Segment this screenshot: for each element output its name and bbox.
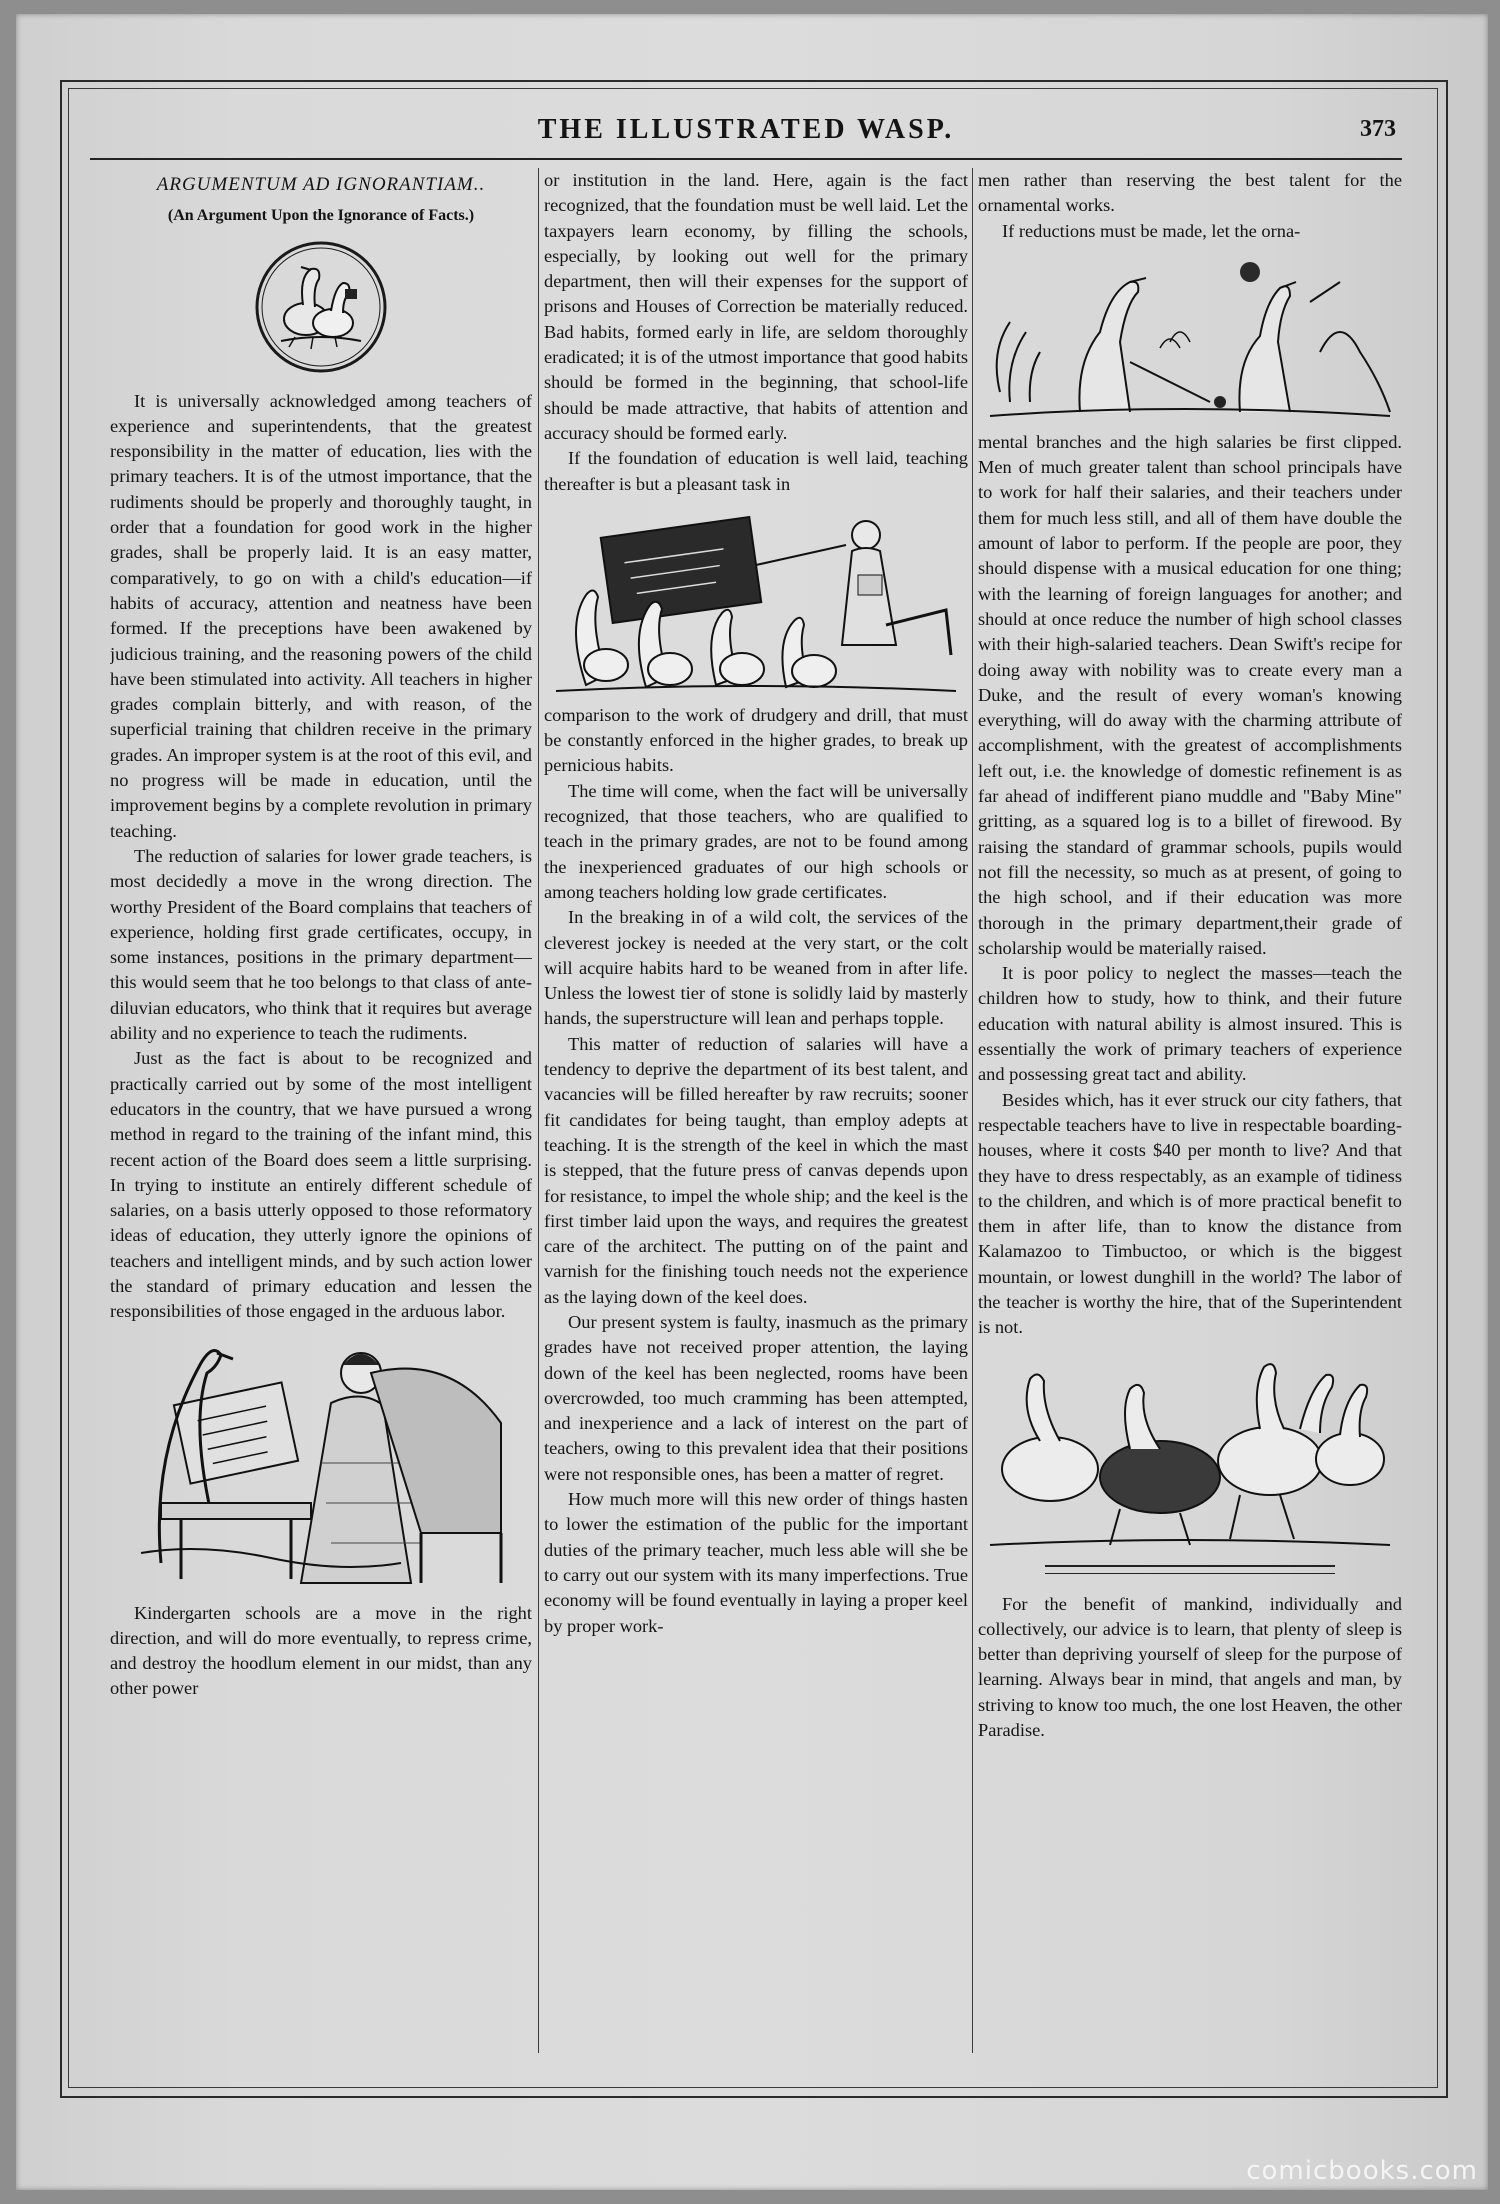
col3-paragraph-2: If reductions must be made, let the orna- <box>1002 220 1301 241</box>
watermark-text: comicbooks.com <box>1246 2156 1478 2186</box>
col2-paragraph-7: Our present system is faulty, inasmuch as the primary grades have not received proper attention, the laying down of the keel has been neglected, rooms have been overcrowded, too much cramming has been attempted, and inexperience and a lack of interest on the part of teachers, owing to this prevalent idea that their positions were not responsible ones, has been a matter of regret. <box>544 1311 968 1484</box>
geese-flock-illustration <box>980 1349 1400 1549</box>
column-rule-1 <box>538 168 539 2053</box>
col2-paragraph-3: comparison to the work of drudgery and drill, that must be constantly enforced in the higher grades, to break up pernicious habits. <box>544 704 968 776</box>
article-subtitle: (An Argument Upon the Ignorance of Facts.) <box>167 207 475 225</box>
section-separator <box>1045 1565 1335 1574</box>
col3-paragraph-4: It is poor policy to neglect the masses—teach the children how to study, how to think, and their future education with natural ability is almost insured. This is essentially the work of primary teachers of experience and possessing great tact and ability. <box>978 963 1402 1085</box>
page-header <box>90 112 1402 160</box>
column-1 <box>110 168 532 2058</box>
col2-paragraph-8: How much more will this new order of things hasten to lower the estimation of the public for the important duties of the primary teacher, much less able will she be to carry out our system with its many imperfections. True economy will be found eventually in laying a proper keel by proper work- <box>544 1489 968 1636</box>
col3-paragraph-6: For the benefit of mankind, individually and collectively, our advice is to learn, that plenty of sleep is better than depriving yourself of sleep for the purpose of learning. Always bear in mind, that angels and man, by striving to know too much, the one lost Heaven, the other Paradise. <box>978 1593 1402 1741</box>
col3-paragraph-1: men rather than reserving the best talent for the ornamental works. <box>978 170 1402 216</box>
col2-paragraph-1: or institution in the land. Here, again is the fact recognized, that the foundation must be well laid. Let the taxpayers learn economy, by filling the schools, especially, by looking out well for the primary department, then will their expenses for the support of prisons and Houses of Correction be materially reduced. Bad habits, formed early in life, are seldom thoroughly eradicated; it is of the utmost importance that good habits should be formed in the beginning, that school-life should be made attractive, that habits of attention and accuracy should be formed early. <box>544 170 968 443</box>
column-3 <box>978 168 1402 2058</box>
goose-teacher-classroom-illustration <box>121 1333 521 1593</box>
col3-paragraph-5: Besides which, has it ever struck our city fathers, that respectable teachers have to live in respectable boarding-houses, where it costs $40 per month to live? And that they have to dress respectably, as an example of tidiness to the children, and which is of more practical benefit to them in after life, than to know the distance from Kalamazoo to Timbuctoo, or which is the biggest mountain, or lowest dunghill in the world? The labor of the teacher is worthy the hire, that of the Superintendent is not. <box>978 1089 1402 1338</box>
geese-medallion-illustration <box>251 237 391 377</box>
geese-croquet-illustration <box>980 252 1400 422</box>
page-number: 373 <box>1360 116 1396 142</box>
col1-paragraph-3: Just as the fact is about to be recognized and practically carried out by some of the most intelligent educators in the country, that we have pursued a wrong method in regard to the training of the infant mind, this recent action of the Board does seem a little surprising. In trying to institute an entirely different schedule of salaries, on a basis utterly opposed to those reformatory ideas of education, they utterly ignore the opinions of teachers and intelligent minds, and by such action lower the standard of primary education and lessen the responsibilities of those engaged in the arduous labor. <box>110 1048 532 1322</box>
column-2 <box>544 168 968 2058</box>
column-rule-2 <box>972 168 973 2053</box>
masthead-title: THE ILLUSTRATED WASP. <box>537 114 955 145</box>
col2-paragraph-5: In the breaking in of a wild colt, the services of the cleverest jockey is needed at the very start, or the colt will acquire habits hard to be weaned from in after life. Unless the lowest tier of stone is solidly laid by masterly hands, the superstructure will lean and perhaps topple. <box>544 907 968 1029</box>
col2-paragraph-2: If the foundation of education is well laid, teaching thereafter is but a pleasant task in <box>544 448 968 494</box>
col2-paragraph-4: The time will come, when the fact will be universally recognized, that those teachers, who are qualified to teach in the primary grades, are not to be found among the inexperienced graduates of our high schools or among teachers holding low grade certificates. <box>544 780 968 902</box>
col1-paragraph-1: It is universally acknowledged among teachers of experience and superintendents, that the greatest responsibility in the matter of education, lies with the primary teachers. It is of the utmost importance, that the rudiments should be properly and thoroughly taught, in order that a foundation for good work in the higher grades, shall be properly laid. It is an easy matter, comparatively, to go on with a child's education—if habits of accuracy, attention and neatness have been formed. If the preceptions have been awakened by judicious training, and the reasoning powers of the child have been stimulated into activity. All teachers in higher grades complain bitterly, and with reason, of the superficial training that children receive in the primary grades. An improper system is at the root of this evil, and no progress will be made in education, until the improvement begins by a complete revolution in primary teaching. <box>110 390 532 841</box>
article-title: ARGUMENTUM AD IGNORANTIAM.. <box>156 174 486 195</box>
col3-paragraph-3: mental branches and the high salaries be first clipped. Men of much greater talent than school principals have to work for half their salaries, and their teachers under them for much less still, and all of them have double the amount of labor to perform. If the people are poor, they should dispense with a musical education for one thing; with the learning of foreign languages for another; and should at once reduce the number of high school classes with their high-salaried teachers. Dean Swift's recipe for doing away with nobility was to create every man a Duke, and the result of every woman's knowing everything, will do away with the charming attribute of accomplishment, with the greatest of accomplishments left out, i.e. the knowledge of domestic refinement is as far ahead of indifferent piano muddle and "Baby Mine" gritting, as a squared log is to a billet of firewood. By raising the standard of grammar schools, pupils would not fill the necessity, so much as at present, of going to the high school, and if their education was more thorough in the primary department,their grade of scholarship would be materially raised. <box>978 431 1402 958</box>
col1-paragraph-2: The reduction of salaries for lower grade teachers, is most decidedly a move in the wrong direction. The worthy President of the Board complains that teachers of experience, holding first grade certificates, occupy, in some instances, positions in the primary department—this would seem that he too belongs to that class of ante-diluvian educators, who think that it requires but average ability and no experience to teach the rudiments. <box>110 845 532 1044</box>
goose-pupils-blackboard-illustration <box>546 505 966 695</box>
col2-paragraph-6: This matter of reduction of salaries will have a tendency to deprive the department of its best talent, and vacancies will be filled hereafter by raw recruits; sooner fit candidates for being taught, than employ adepts at teaching. It is the strength of the keel in which the mast is stepped, that the future press of canvas depends upon for resistance, to impel the whole ship; and the keel is the first timber laid upon the ways, and requires the greatest care of the architect. The putting on of the paint and varnish for the finishing touch needs not the experience as the laying down of the keel does. <box>544 1033 968 1307</box>
col1-paragraph-4: Kindergarten schools are a move in the right direction, and will do more eventually, to repress crime, and destroy the hoodlum element in our midst, than any other power <box>110 1602 532 1699</box>
